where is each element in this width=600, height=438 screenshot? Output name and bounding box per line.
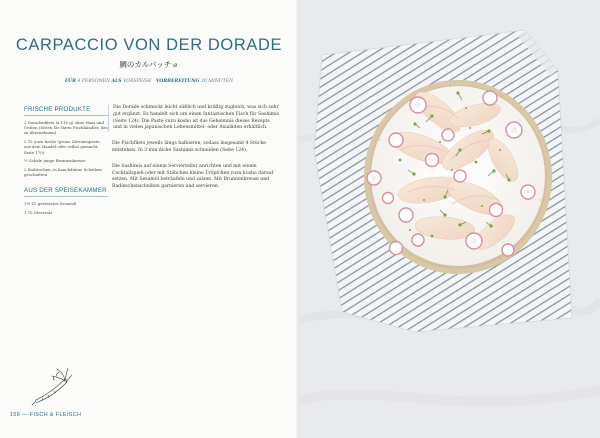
meta-prefix: FÜR [64,79,76,84]
radish-illustration-icon [30,366,72,406]
recipe-subtitle-japanese: 鯛のカルパッチョ [119,60,179,69]
folio-separator: — [22,412,28,418]
ingredient-item: ½ Schale junge Brunnenkresse [24,158,86,164]
meta-servings: 4 PERSONEN [77,79,110,84]
pantry-heading: AUS DER SPEISEKAMMER [24,187,108,197]
page-number: 156 [10,412,21,418]
section-name: FISCH & FLEISCH [29,412,82,418]
meta-course: VORSPEISE [123,79,152,84]
pantry-item: 1 TL Meersalz [24,210,53,216]
ingredient-item: 2 Doradenfilets (à 110 g) ohne Haut und Gräten (Sitten Sie Ihren Fischhändler, das zu übernehmen) [24,120,108,136]
recipe-step-2: Die Sashimis auf einem Servierteller anrichten und mit einem Cocktailspieß oder mit Stäbchen kleine Tröpfchen yuzu kosho darauf setzen. Mit Sesamöl beträufeln und salzen. Mit Brunnenkresse und Radieschenscheiben garnieren und servieren. [112,163,274,190]
ingredient-item: 2 TL yuzu kosho (grüne Zitronenpaste, aus dem Handel oder selbst gemacht, Seite 170) [24,139,101,155]
recipe-step-1: Die Fischfilets jeweils längs halbieren, sodass insgesamt 4 Stücke entstehen. In 3 mm dicke Sashimis schneiden (Seite 124). [112,141,266,153]
recipe-intro: Die Dorade schmeckt leicht süßlich und kräftig zugleich, was sich sehr gut ergänzt. Es handelt sich um einen fantastischen Fisch für Sashimis (Seite 124). Die Paste yuzu kosho ist das Geheimnis dieses Rezepts und in vielen japanischen Lebensmittel- oder Asialäden erhältlich. [108,105,280,132]
page-folio [10,412,81,418]
recipe-body [112,105,280,200]
pantry-item: 1½ TL geröstetes Sesamöl [24,201,77,207]
recipe-meta [0,79,298,84]
meta-prep-label: VORBEREITUNG [155,79,200,84]
meta-prep-time: 20 MINUTEN [201,79,234,84]
fresh-products-heading: FRISCHE PRODUKTE [24,106,108,116]
meta-as-label: ALS [111,79,122,84]
left-page [0,0,298,438]
ingredient-item: 2 Radieschen, in hauchdünne Scheiben geschnitten [24,166,102,178]
recipe-title: CARPACCIO VON DER DORADE [15,36,283,54]
ingredients-sidebar [24,106,108,219]
dish-photo [300,0,600,438]
